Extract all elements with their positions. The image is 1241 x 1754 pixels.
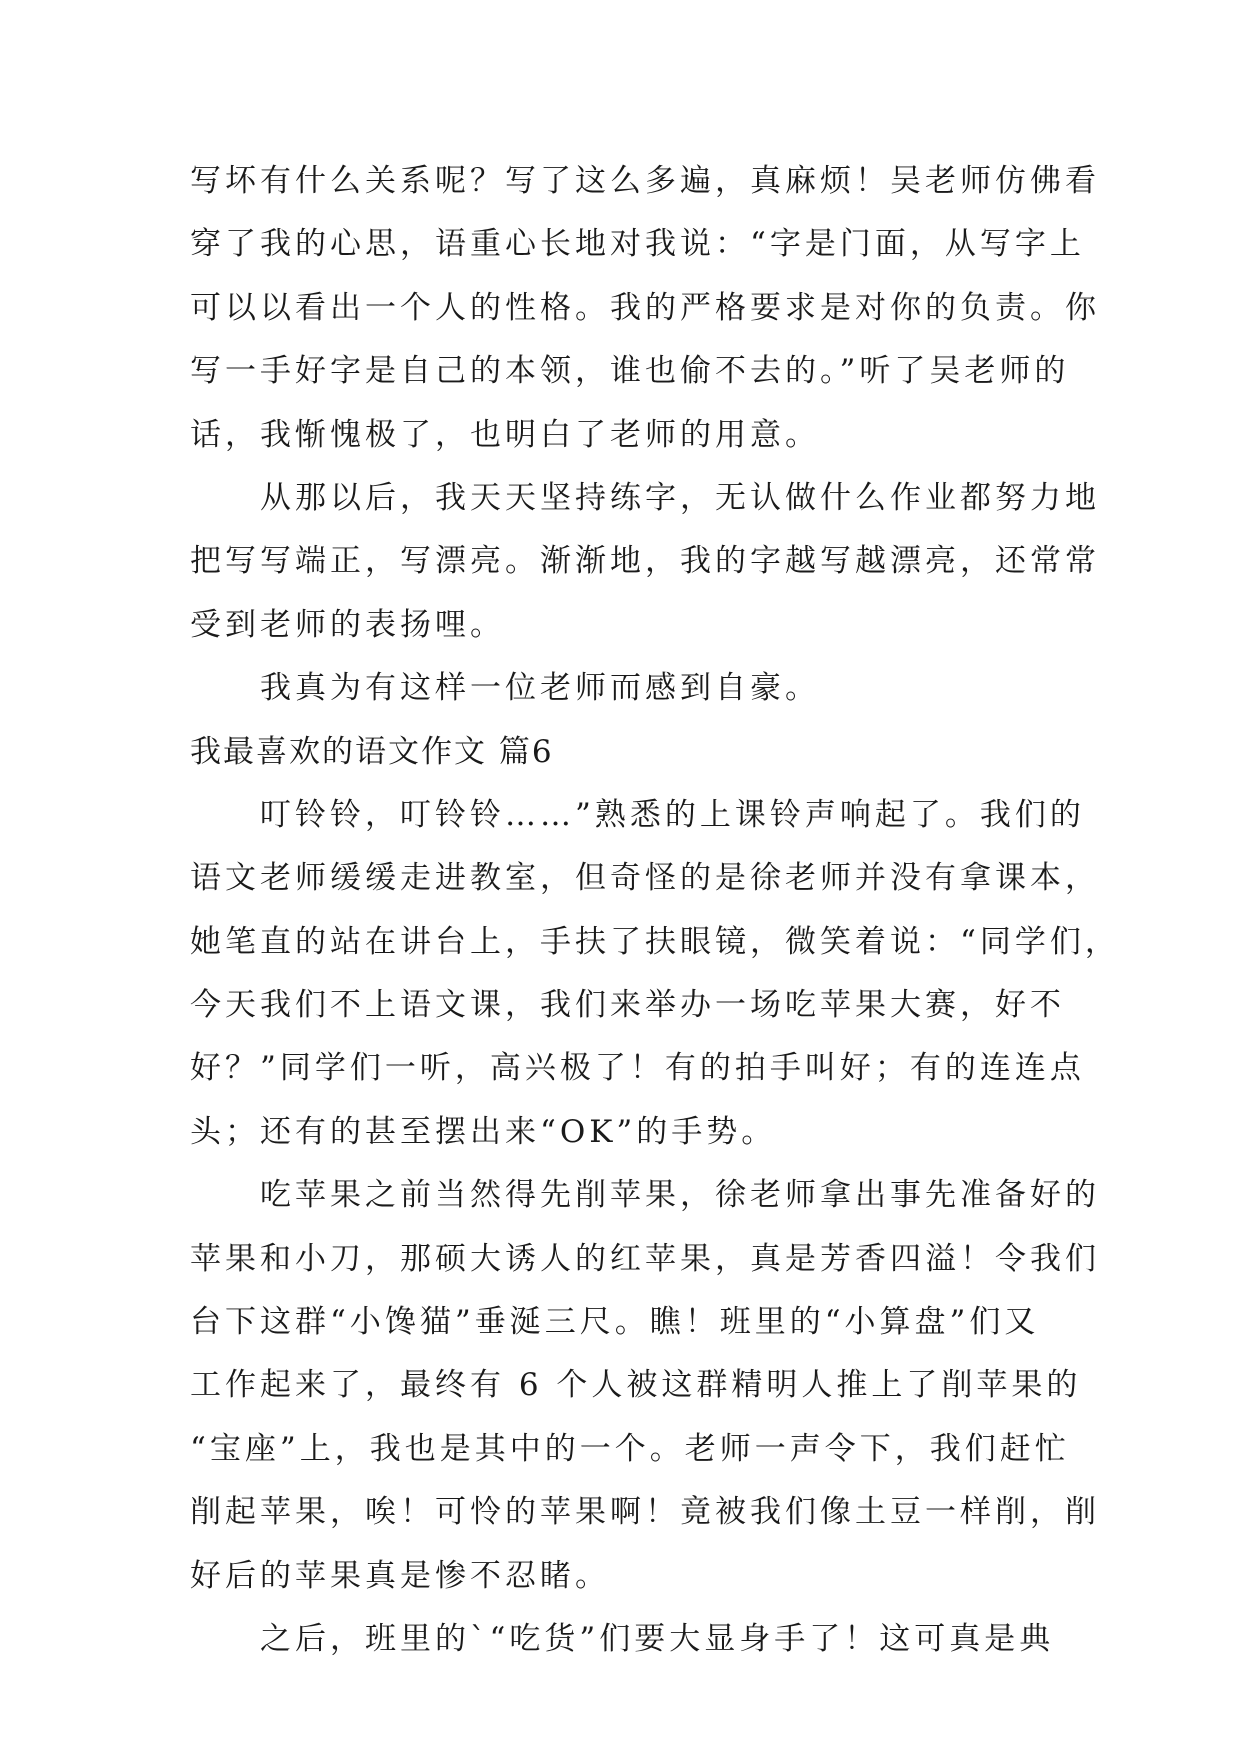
text-line: 工作起来了，最终有 6 个人被这群精明人推上了削苹果的 xyxy=(190,1367,1082,1404)
text-line: 吃苹果之前当然得先削苹果，徐老师拿出事先准备好的 xyxy=(190,1177,1100,1214)
text-line: 叮铃铃，叮铃铃……”熟悉的上课铃声响起了。我们的 xyxy=(190,796,1085,833)
essay-text xyxy=(190,150,1120,1671)
text-line: 写坏有什么关系呢？写了这么多遍，真麻烦！吴老师仿佛看 xyxy=(190,163,1100,199)
text-line: 可以以看出一个人的性格。我的严格要求是对你的负责。你 xyxy=(190,289,1100,326)
text-line: 今天我们不上语文课，我们来举办一场吃苹果大赛，好不 xyxy=(190,987,1065,1024)
text-line: 语文老师缓缓走进教室，但奇怪的是徐老师并没有拿课本， xyxy=(190,860,1100,897)
text-line: 受到老师的表扬哩。 xyxy=(190,606,505,643)
text-line: 之后，班里的`“吃货”们要大显身手了！这可真是典 xyxy=(190,1620,1055,1657)
text-line: 削起苹果，唉！可怜的苹果啊！竟被我们像土豆一样削，削 xyxy=(190,1494,1100,1531)
text-line: 好后的苹果真是惨不忍睹。 xyxy=(190,1557,610,1594)
text-line: 台下这群“小馋猫”垂涎三尺。瞧！班里的“小算盘”们又 xyxy=(190,1304,1040,1341)
text-line: “宝座”上，我也是其中的一个。老师一声令下，我们赶忙 xyxy=(190,1430,1070,1467)
text-line: 苹果和小刀，那硕大诱人的红苹果，真是芳香四溢！令我们 xyxy=(190,1240,1100,1277)
text-line: 穿了我的心思，语重心长地对我说：“字是门面，从写字上 xyxy=(190,226,1085,263)
text-line: 从那以后，我天天坚持练字，无认做什么作业都努力地 xyxy=(190,479,1100,516)
text-line: 写一手好字是自己的本领，谁也偷不去的。”听了吴老师的 xyxy=(190,353,1070,390)
text-line: 她笔直的站在讲台上，手扶了扶眼镜，微笑着说：“同学们， xyxy=(190,923,1120,960)
section-heading: 我最喜欢的语文作文 篇6 xyxy=(190,733,554,770)
text-line: 好？”同学们一听，高兴极了！有的拍手叫好；有的连连点 xyxy=(190,1050,1085,1087)
text-line: 把写写端正，写漂亮。渐渐地，我的字越写越漂亮，还常常 xyxy=(190,543,1100,580)
text-line: 我真为有这样一位老师而感到自豪。 xyxy=(190,670,820,707)
text-line: 头；还有的甚至摆出来“OK”的手势。 xyxy=(190,1113,777,1150)
text-line: 话，我惭愧极了，也明白了老师的用意。 xyxy=(190,416,820,453)
